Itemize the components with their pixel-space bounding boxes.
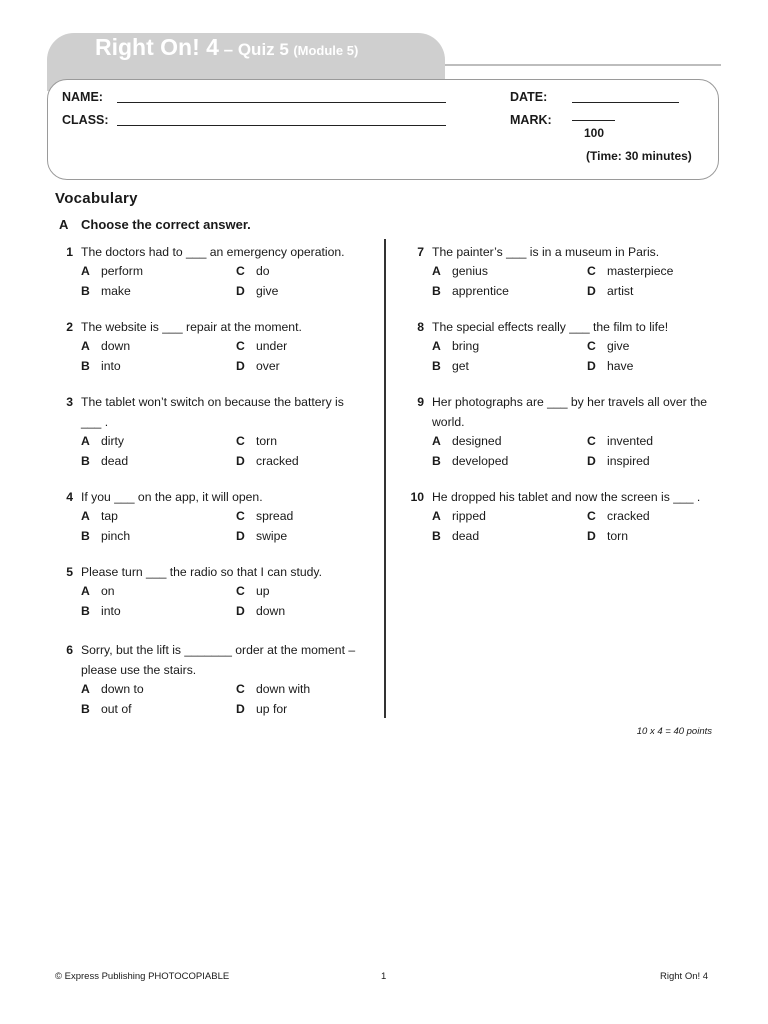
question-stem: The doctors had to ___ an emergency operation. xyxy=(81,245,345,259)
option-b[interactable] xyxy=(432,356,469,376)
option-text: torn xyxy=(256,434,278,448)
option-letter: D xyxy=(236,359,245,373)
option-b[interactable] xyxy=(81,526,130,546)
option-b[interactable] xyxy=(81,601,121,621)
task-instruction: Choose the correct answer. xyxy=(81,217,251,232)
question-number: 5 xyxy=(66,565,73,579)
option-letter: D xyxy=(236,454,245,468)
question-number: 10 xyxy=(410,490,424,504)
question-stem: The painter’s ___ is in a museum in Paris. xyxy=(432,245,660,259)
option-letter: A xyxy=(432,434,441,448)
option-text: into xyxy=(101,604,121,618)
question-number: 1 xyxy=(66,245,73,259)
option-d[interactable] xyxy=(236,601,285,621)
question-stem: The special effects really ___ the film to life! xyxy=(432,320,669,334)
section-heading: Vocabulary xyxy=(55,190,138,207)
option-letter: B xyxy=(432,284,441,298)
question-number: 2 xyxy=(66,320,73,334)
option-text: developed xyxy=(452,454,509,468)
title-main: Right On! 4 xyxy=(95,34,219,60)
option-d[interactable] xyxy=(236,699,287,719)
option-d[interactable] xyxy=(587,526,628,546)
option-letter: D xyxy=(236,702,245,716)
option-letter: C xyxy=(587,434,596,448)
option-letter: B xyxy=(81,359,90,373)
option-letter: A xyxy=(81,509,90,523)
option-text: do xyxy=(256,264,270,278)
option-text: make xyxy=(101,284,131,298)
option-letter: B xyxy=(81,284,90,298)
option-c[interactable] xyxy=(236,506,293,526)
question-stem: Her photographs are ___ by her travels all over the world. xyxy=(432,395,708,429)
option-letter: C xyxy=(236,509,245,523)
question-number: 7 xyxy=(417,245,424,259)
option-b[interactable] xyxy=(81,699,132,719)
option-text: bring xyxy=(452,339,480,353)
option-text: dead xyxy=(452,529,480,543)
option-text: genius xyxy=(452,264,488,278)
option-text: on xyxy=(101,584,115,598)
option-letter: A xyxy=(81,434,90,448)
question-number: 8 xyxy=(417,320,424,334)
option-letter: A xyxy=(432,339,441,353)
option-letter: C xyxy=(236,339,245,353)
option-c[interactable] xyxy=(587,431,653,451)
option-letter: C xyxy=(236,264,245,278)
option-text: get xyxy=(452,359,469,373)
option-b[interactable] xyxy=(432,526,479,546)
option-c[interactable] xyxy=(236,336,287,356)
option-b[interactable] xyxy=(432,281,509,301)
title-module: (Module 5) xyxy=(293,43,359,58)
question-number: 4 xyxy=(66,490,73,504)
option-c[interactable] xyxy=(587,506,650,526)
student-info-box xyxy=(47,79,719,180)
option-d[interactable] xyxy=(587,281,633,301)
option-d[interactable] xyxy=(587,356,633,376)
option-letter: A xyxy=(81,339,90,353)
option-d[interactable] xyxy=(236,526,287,546)
option-letter: B xyxy=(81,529,90,543)
option-letter: B xyxy=(81,604,90,618)
option-b[interactable] xyxy=(81,451,128,471)
option-d[interactable] xyxy=(236,281,278,301)
column-divider xyxy=(384,239,386,718)
option-text: have xyxy=(607,359,634,373)
option-letter: D xyxy=(236,284,245,298)
footer-copyright: © Express Publishing PHOTOCOPIABLE xyxy=(55,971,230,982)
option-letter: B xyxy=(81,454,90,468)
option-letter: A xyxy=(432,264,441,278)
name-label: NAME: xyxy=(62,90,103,104)
option-text: under xyxy=(256,339,288,353)
option-letter: C xyxy=(236,584,245,598)
option-text: over xyxy=(256,359,280,373)
option-c[interactable] xyxy=(587,261,673,281)
option-text: down to xyxy=(101,682,144,696)
option-a[interactable] xyxy=(432,431,501,451)
mark-total: 100 xyxy=(584,126,605,140)
option-c[interactable] xyxy=(236,679,310,699)
option-text: dead xyxy=(101,454,129,468)
date-label: DATE: xyxy=(510,90,548,104)
option-c[interactable] xyxy=(587,336,629,356)
option-text: swipe xyxy=(256,529,288,543)
option-text: torn xyxy=(607,529,629,543)
title-quiz: – Quiz 5 xyxy=(218,40,289,59)
date-field[interactable] xyxy=(572,102,679,103)
option-letter: A xyxy=(432,509,441,523)
option-text: give xyxy=(607,339,630,353)
option-text: dirty xyxy=(101,434,125,448)
option-a[interactable] xyxy=(432,261,488,281)
option-letter: C xyxy=(236,434,245,448)
option-letter: D xyxy=(587,359,596,373)
option-text: designed xyxy=(452,434,502,448)
option-c[interactable] xyxy=(236,261,270,281)
class-field[interactable] xyxy=(117,125,446,126)
name-field[interactable] xyxy=(117,102,446,103)
option-text: down with xyxy=(256,682,311,696)
option-letter: D xyxy=(587,529,596,543)
question-stem: Please turn ___ the radio so that I can study. xyxy=(81,565,322,579)
option-text: give xyxy=(256,284,279,298)
option-text: inspired xyxy=(607,454,650,468)
option-b[interactable] xyxy=(81,281,131,301)
option-letter: D xyxy=(587,454,596,468)
points-note: 10 x 4 = 40 points xyxy=(636,726,712,737)
mark-field[interactable] xyxy=(572,120,615,121)
question-stem: He dropped his tablet and now the screen is ___ . xyxy=(432,490,701,504)
option-text: spread xyxy=(256,509,294,523)
option-a[interactable] xyxy=(81,261,143,281)
option-text: up for xyxy=(256,702,288,716)
option-text: into xyxy=(101,359,121,373)
option-letter: A xyxy=(81,682,90,696)
option-letter: C xyxy=(587,339,596,353)
option-a[interactable] xyxy=(81,581,115,601)
option-letter: B xyxy=(81,702,90,716)
question-stem: If you ___ on the app, it will open. xyxy=(81,490,263,504)
question-number: 9 xyxy=(417,395,424,409)
option-letter: B xyxy=(432,359,441,373)
option-a[interactable] xyxy=(81,679,144,699)
option-text: out of xyxy=(101,702,132,716)
option-letter: A xyxy=(81,264,90,278)
option-b[interactable] xyxy=(81,356,121,376)
option-d[interactable] xyxy=(587,451,650,471)
option-a[interactable] xyxy=(432,506,486,526)
question-stem: The tablet won’t switch on because the battery is ___ . xyxy=(81,395,344,429)
option-text: apprentice xyxy=(452,284,509,298)
option-letter: D xyxy=(236,604,245,618)
page-title xyxy=(95,34,358,61)
option-text: down xyxy=(101,339,131,353)
option-c[interactable] xyxy=(236,431,277,451)
question-stem: The website is ___ repair at the moment. xyxy=(81,320,302,334)
option-letter: C xyxy=(587,509,596,523)
option-b[interactable] xyxy=(432,451,508,471)
option-letter: B xyxy=(432,454,441,468)
option-text: ripped xyxy=(452,509,486,523)
mark-label: MARK: xyxy=(510,113,552,127)
option-text: artist xyxy=(607,284,634,298)
option-letter: B xyxy=(432,529,441,543)
option-text: cracked xyxy=(256,454,299,468)
option-letter: C xyxy=(236,682,245,696)
option-text: perform xyxy=(101,264,143,278)
option-letter: A xyxy=(81,584,90,598)
option-a[interactable] xyxy=(81,506,118,526)
option-text: invented xyxy=(607,434,654,448)
option-letter: D xyxy=(236,529,245,543)
option-text: cracked xyxy=(607,509,650,523)
option-text: masterpiece xyxy=(607,264,674,278)
option-d[interactable] xyxy=(236,356,280,376)
title-rule xyxy=(445,64,721,66)
option-a[interactable] xyxy=(432,336,479,356)
question-number: 3 xyxy=(66,395,73,409)
option-letter: C xyxy=(587,264,596,278)
option-letter: D xyxy=(587,284,596,298)
time-limit: (Time: 30 minutes) xyxy=(586,149,692,163)
question-stem: Sorry, but the lift is _______ order at the moment – please use the stairs. xyxy=(81,643,356,677)
option-a[interactable] xyxy=(81,336,130,356)
footer-page-number: 1 xyxy=(381,971,387,982)
option-d[interactable] xyxy=(236,451,299,471)
question-number: 6 xyxy=(66,643,73,657)
class-label: CLASS: xyxy=(62,113,109,127)
option-a[interactable] xyxy=(81,431,124,451)
footer-book-title: Right On! 4 xyxy=(660,971,709,982)
task-letter: A xyxy=(59,217,69,232)
option-text: pinch xyxy=(101,529,131,543)
option-c[interactable] xyxy=(236,581,270,601)
option-text: down xyxy=(256,604,286,618)
option-text: up xyxy=(256,584,270,598)
option-text: tap xyxy=(101,509,118,523)
